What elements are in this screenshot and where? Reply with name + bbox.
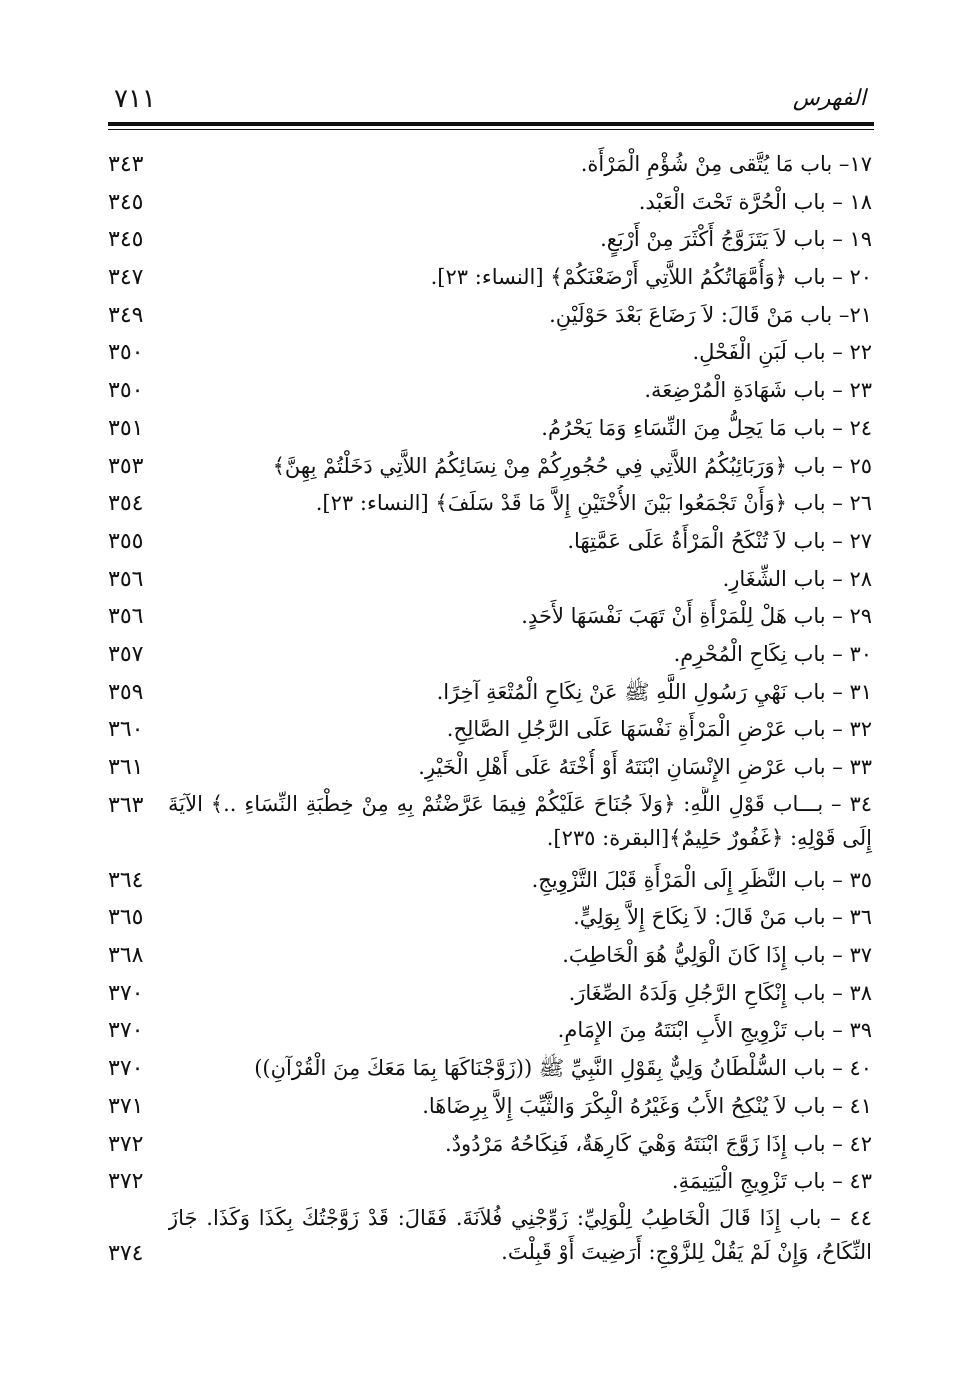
index-entry-20 bbox=[108, 259, 874, 297]
entry-title: ٣٠ – باب نِكَاحِ الْمُحْرِمِ. bbox=[673, 641, 872, 666]
entry-page-number: ٣٥١ bbox=[108, 415, 144, 441]
index-entry-29 bbox=[108, 598, 874, 636]
index-entry-27 bbox=[108, 523, 874, 561]
index-entry-34 bbox=[108, 787, 874, 862]
index-entry-37 bbox=[108, 937, 874, 975]
index-entry-17 bbox=[108, 146, 874, 184]
entry-page-number: ٣٥٦ bbox=[108, 566, 144, 592]
index-entry-24 bbox=[108, 410, 874, 448]
entry-title: ٢٢ – باب لَبَنِ الْفَحْلِ. bbox=[692, 340, 872, 365]
entry-title: ٤٣ – باب تَزْوِيجِ الْيَتِيمَةِ. bbox=[671, 1169, 872, 1194]
entry-page-number: ٣٥٠ bbox=[108, 378, 144, 404]
entry-page-number: ٣٥٦ bbox=[108, 604, 144, 630]
entry-title: ١٨ – باب الْحُرَّة تَحْتَ الْعَبْد. bbox=[638, 189, 872, 214]
entry-title: ٣٦ – باب مَنْ قَالَ: لاَ نِكَاحَ إِلاَّ بِوَلِيٍّ. bbox=[573, 905, 872, 930]
entry-page-number: ٣٤٥ bbox=[108, 189, 144, 215]
index-entry-28 bbox=[108, 561, 874, 599]
entry-title: ٢٣ – باب شَهَادَةِ الْمُرْضِعَة. bbox=[644, 378, 872, 403]
entry-title: ٢٨ – باب الشِّغَارِ. bbox=[722, 566, 872, 591]
entry-page-number: ٣٤٣ bbox=[108, 152, 144, 177]
entry-title: ٣٩ – باب تَزْوِيجِ الأَبِ ابْنَتَهُ مِنَ الإِمَامِ. bbox=[557, 1018, 872, 1043]
entry-title: ٤١ – باب لاَ يُنْكِحُ الأَبُ وَغَيْرُهُ الْبِكْرَ وَالثَّيِّبَ إِلاَّ بِرِضَاهَا. bbox=[422, 1093, 872, 1118]
entry-title: ٣٥ – باب النَّظَرِ إِلَى الْمَرْأَةِ قَبْلَ التَّزْوِيجِ. bbox=[531, 867, 872, 892]
entry-page-number: ٣٦٣ bbox=[108, 792, 144, 818]
entry-page-number: ٣٧٠ bbox=[108, 980, 144, 1006]
index-entry-30 bbox=[108, 636, 874, 674]
entry-title: ٣٢ – باب عَرْضِ الْمَرْأَةِ نَفْسَهَا عَلَى الرَّجُلِ الصَّالِحِ. bbox=[446, 717, 872, 742]
index-entry-18 bbox=[108, 184, 874, 222]
entry-page-number: ٣٧٠ bbox=[108, 1056, 144, 1082]
entry-page-number: ٣٧٢ bbox=[108, 1169, 144, 1195]
entry-title: ٣٣ – باب عَرْضِ الإِنْسَانِ ابْنَتَهُ أَوْ أُخْتَهُ عَلَى أَهْلِ الْخَيْرِ. bbox=[418, 755, 872, 779]
index-entry-22 bbox=[108, 334, 874, 372]
index-entry-19 bbox=[108, 221, 874, 259]
entry-title: ٢٩ – باب هَلْ لِلْمَرْأَةِ أَنْ تَهَبَ نَفْسَهَا لأَحَدٍ. bbox=[521, 604, 872, 629]
entry-page-number: ٣٤٥ bbox=[108, 227, 144, 253]
index-entry-25 bbox=[108, 448, 874, 486]
entry-page-number: ٣٧٠ bbox=[108, 1018, 144, 1044]
entry-title: ٣٨ – باب إِنْكَاحِ الرَّجُلِ وَلَدَهُ الصِّغَارَ. bbox=[568, 980, 872, 1005]
index-entry-36 bbox=[108, 899, 874, 937]
entry-page-number: ٣٧٤ bbox=[108, 1240, 144, 1266]
entry-page-number: ٣٥٥ bbox=[108, 528, 144, 554]
index-entry-39 bbox=[108, 1012, 874, 1050]
entry-page-number: ٣٦٠ bbox=[108, 717, 144, 743]
index-entry-42 bbox=[108, 1126, 874, 1164]
entry-page-number: ٣٥٠ bbox=[108, 340, 144, 366]
index-entry-32 bbox=[108, 711, 874, 749]
index-list bbox=[108, 146, 874, 1269]
index-entry-21 bbox=[108, 297, 874, 335]
entry-title: ٢٤ – باب مَا يَحِلُّ مِنَ النِّسَاءِ وَمَا يَحْرُمُ. bbox=[541, 415, 872, 440]
index-entry-44 bbox=[108, 1201, 874, 1269]
entry-title: ٤٢ – باب إِذَا زَوَّجَ ابْنَتَهُ وَهْيَ كَارِهَةٌ، فَنِكَاحُهُ مَرْدُودٌ. bbox=[445, 1131, 872, 1156]
entry-page-number: ٣٦٨ bbox=[108, 943, 144, 969]
entry-title: ٣٤ – بـــاب قَوْلِ اللَّهِ: ﴿وَلاَ جُنَاحَ عَلَيْكُمْ فِيمَا عَرَّضْتُمْ بِهِ مِنْ خِطْبَةِ النِّسَاءِ ..﴾ الآيَةَ إِلَى قَوْلِهِ: ﴿غَفُورٌ حَلِيمٌ﴾[البقرة: ٢٣٥]. bbox=[168, 791, 872, 850]
entry-title: ٤٠ – باب السُّلْطَانُ وَلِيٌّ بِقَوْلِ النَّبِيِّ ﷺ ((زَوَّجْنَاكَهَا بِمَا مَعَكَ مِنَ الْقُرْآنِ)) bbox=[254, 1056, 872, 1081]
entry-page-number: ٣٦١ bbox=[108, 755, 144, 780]
index-entry-41 bbox=[108, 1088, 874, 1126]
header-title: الفهرس bbox=[792, 86, 866, 111]
entry-page-number: ٣٤٧ bbox=[108, 265, 144, 291]
entry-page-number: ٣٥٤ bbox=[108, 491, 144, 517]
index-entry-31 bbox=[108, 674, 874, 712]
header-page-number: ٧١١ bbox=[114, 84, 156, 114]
entry-page-number: ٣٥٧ bbox=[108, 641, 144, 667]
entry-title: ٢١– باب مَنْ قَالَ: لاَ رَضَاعَ بَعْدَ حَوْلَيْنِ. bbox=[549, 302, 872, 327]
entry-page-number: ٣٤٩ bbox=[108, 302, 144, 328]
page-header bbox=[108, 84, 874, 120]
entry-title: ٣٧ – باب إِذَا كَانَ الْوَلِيُّ هُوَ الْخَاطِبَ. bbox=[562, 943, 872, 968]
entry-page-number: ٣٧٢ bbox=[108, 1131, 144, 1157]
header-rule-thin bbox=[108, 129, 874, 130]
entry-title: ٢٥ – باب ﴿وَرَبَائِبُكُمُ اللاَّتِي فِي حُجُورِكُمْ مِنْ نِسَائِكُمُ اللاَّتِي دَخَلْتُمْ بِهِنَّ﴾ bbox=[272, 453, 872, 478]
index-entry-33 bbox=[108, 749, 874, 787]
index-entry-40 bbox=[108, 1050, 874, 1088]
entry-page-number: ٣٦٤ bbox=[108, 867, 144, 893]
entry-page-number: ٣٦٥ bbox=[108, 905, 144, 931]
entry-title: ٢٠ – باب ﴿وَأُمَّهَاتُكُمُ اللاَّتِي أَرْضَعْنَكُمْ﴾ [النساء: ٢٣]. bbox=[430, 265, 872, 290]
entry-title: ٢٧ – باب لاَ تُنْكَحُ الْمَرْأَةُ عَلَى عَمَّتِهَا. bbox=[567, 528, 872, 553]
index-entry-38 bbox=[108, 975, 874, 1013]
entry-title: ٢٦ – باب ﴿وَأَنْ تَجْمَعُوا بَيْنَ الأُخْتَيْنِ إِلاَّ مَا قَدْ سَلَفَ﴾ [النساء: ٢٣]. bbox=[315, 491, 872, 516]
entry-page-number: ٣٥٣ bbox=[108, 453, 144, 479]
index-entry-35 bbox=[108, 862, 874, 900]
entry-page-number: ٣٧١ bbox=[108, 1093, 144, 1119]
entry-title: ١٧– باب مَا يُتَّقى مِنْ شُؤْمِ الْمَرْأَة. bbox=[580, 152, 872, 176]
index-entry-23 bbox=[108, 372, 874, 410]
entry-page-number: ٣٥٩ bbox=[108, 679, 144, 705]
entry-title: ٣١ – باب نَهْيِ رَسُولِ اللَّهِ ﷺ عَنْ نِكَاحِ الْمُتْعَةِ آخِرًا. bbox=[436, 679, 872, 704]
header-rule-thick bbox=[108, 122, 874, 126]
entry-title: ١٩ – باب لاَ يَتَزَوَّجُ أَكْثَرَ مِنْ أَرْبَعٍ. bbox=[600, 227, 872, 252]
index-entry-43 bbox=[108, 1163, 874, 1201]
entry-title: ٤٤ – باب إِذَا قَالَ الْخَاطِبُ لِلْوَلِيِّ: زَوِّجْنِي فُلاَنَةَ. فَقَالَ: قَدْ زَوَّجْتُكَ بِكَذَا وَكَذَا. جَازَ النِّكَاحُ، وَإِنْ لَمْ يَقُلْ لِلزَّوْجِ: أَرَضِيتَ أَوْ قَبِلْتَ. bbox=[168, 1205, 872, 1264]
index-entry-26 bbox=[108, 485, 874, 523]
